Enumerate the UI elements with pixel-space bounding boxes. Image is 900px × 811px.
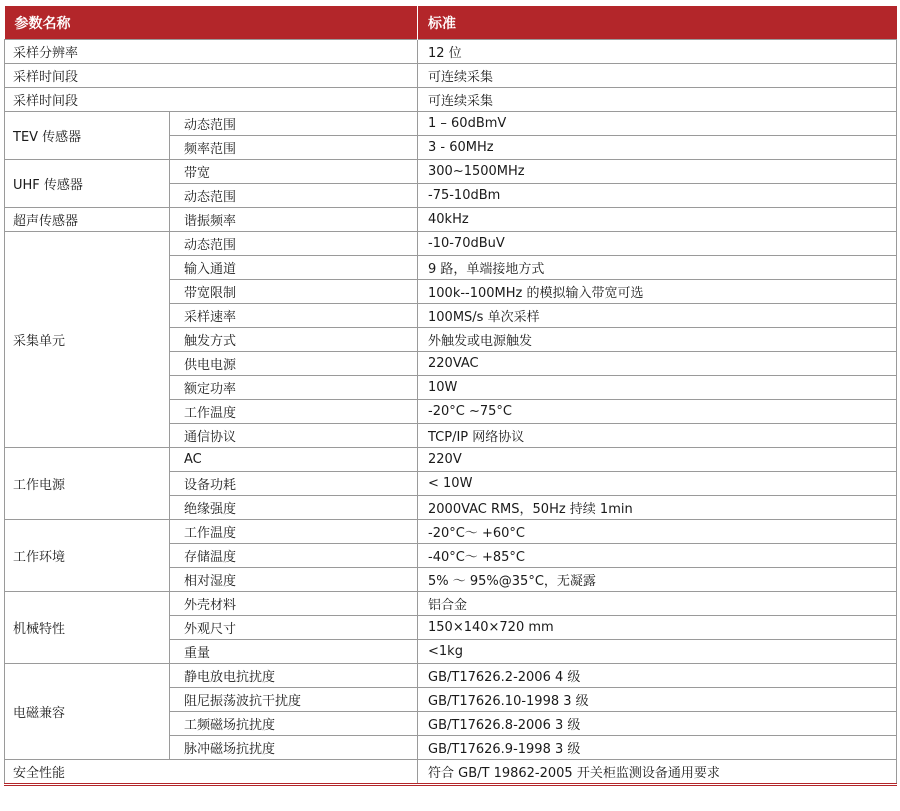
param-label: 频率范围: [170, 136, 418, 160]
header-standard: 标准: [418, 6, 897, 40]
header-param-name: 参数名称: [5, 6, 418, 40]
param-value: 2000VAC RMS，50Hz 持续 1min: [418, 496, 897, 520]
table-row: [5, 664, 897, 688]
param-label: 阻尼振荡波抗干扰度: [170, 688, 418, 712]
param-label: 工作温度: [170, 400, 418, 424]
param-label: 采样时间段: [5, 88, 418, 112]
table-row: [5, 520, 897, 544]
group-label: TEV 传感器: [5, 112, 170, 160]
table-row: [5, 160, 897, 184]
param-label: 额定功率: [170, 376, 418, 400]
param-value: 符合 GB/T 19862-2005 开关柜监测设备通用要求: [418, 760, 897, 785]
table-row: [5, 88, 897, 112]
param-label: 外观尺寸: [170, 616, 418, 640]
group-label: 电磁兼容: [5, 664, 170, 760]
param-value: 220VAC: [418, 352, 897, 376]
param-label: 采样速率: [170, 304, 418, 328]
spec-table: [4, 6, 897, 786]
param-value: 100MS/s 单次采样: [418, 304, 897, 328]
param-value: 12 位: [418, 40, 897, 64]
group-label: 工作环境: [5, 520, 170, 592]
param-value: 铝合金: [418, 592, 897, 616]
param-label: 采样时间段: [5, 64, 418, 88]
param-label: AC: [170, 448, 418, 472]
param-label: 带宽限制: [170, 280, 418, 304]
table-row: [5, 592, 897, 616]
group-label: 采集单元: [5, 232, 170, 448]
header-row: [5, 6, 897, 40]
param-label: 设备功耗: [170, 472, 418, 496]
table-row: [5, 760, 897, 785]
param-label: 带宽: [170, 160, 418, 184]
param-label: 动态范围: [170, 112, 418, 136]
param-value: 220V: [418, 448, 897, 472]
param-label: 外壳材料: [170, 592, 418, 616]
param-label: 供电电源: [170, 352, 418, 376]
param-label: 采样分辨率: [5, 40, 418, 64]
param-label: 动态范围: [170, 232, 418, 256]
param-value: 9 路，单端接地方式: [418, 256, 897, 280]
param-label: 重量: [170, 640, 418, 664]
param-value: 5% ～ 95%@35°C，无凝露: [418, 568, 897, 592]
param-value: TCP/IP 网络协议: [418, 424, 897, 448]
param-value: -75-10dBm: [418, 184, 897, 208]
param-label: 绝缘强度: [170, 496, 418, 520]
param-value: -10-70dBuV: [418, 232, 897, 256]
param-value: 10W: [418, 376, 897, 400]
table-row: [5, 448, 897, 472]
param-value: -20°C～ +60°C: [418, 520, 897, 544]
group-label: UHF 传感器: [5, 160, 170, 208]
param-value: GB/T17626.2-2006 4 级: [418, 664, 897, 688]
param-value: <1kg: [418, 640, 897, 664]
param-label: 谐振频率: [170, 208, 418, 232]
param-value: GB/T17626.9-1998 3 级: [418, 736, 897, 760]
param-value: 3 - 60MHz: [418, 136, 897, 160]
table-row: [5, 112, 897, 136]
param-value: 150×140×720 mm: [418, 616, 897, 640]
param-value: 100k--100MHz 的模拟输入带宽可选: [418, 280, 897, 304]
spec-body: [5, 40, 897, 785]
group-label: 工作电源: [5, 448, 170, 520]
param-value: -40°C～ +85°C: [418, 544, 897, 568]
group-label: 超声传感器: [5, 208, 170, 232]
param-label: 工作温度: [170, 520, 418, 544]
param-label: 通信协议: [170, 424, 418, 448]
param-value: 40kHz: [418, 208, 897, 232]
param-value: 可连续采集: [418, 64, 897, 88]
param-value: -20°C ~75°C: [418, 400, 897, 424]
param-value: 1 – 60dBmV: [418, 112, 897, 136]
table-row: [5, 64, 897, 88]
param-value: < 10W: [418, 472, 897, 496]
param-label: 存储温度: [170, 544, 418, 568]
param-label: 相对湿度: [170, 568, 418, 592]
param-label: 触发方式: [170, 328, 418, 352]
param-label: 工频磁场抗扰度: [170, 712, 418, 736]
param-label: 静电放电抗扰度: [170, 664, 418, 688]
table-row: [5, 40, 897, 64]
table-row: [5, 232, 897, 256]
param-value: GB/T17626.8-2006 3 级: [418, 712, 897, 736]
param-value: 可连续采集: [418, 88, 897, 112]
param-label: 安全性能: [5, 760, 418, 785]
param-label: 动态范围: [170, 184, 418, 208]
table-row: [5, 208, 897, 232]
param-label: 输入通道: [170, 256, 418, 280]
param-value: 300~1500MHz: [418, 160, 897, 184]
param-value: 外触发或电源触发: [418, 328, 897, 352]
param-label: 脉冲磁场抗扰度: [170, 736, 418, 760]
param-value: GB/T17626.10-1998 3 级: [418, 688, 897, 712]
group-label: 机械特性: [5, 592, 170, 664]
